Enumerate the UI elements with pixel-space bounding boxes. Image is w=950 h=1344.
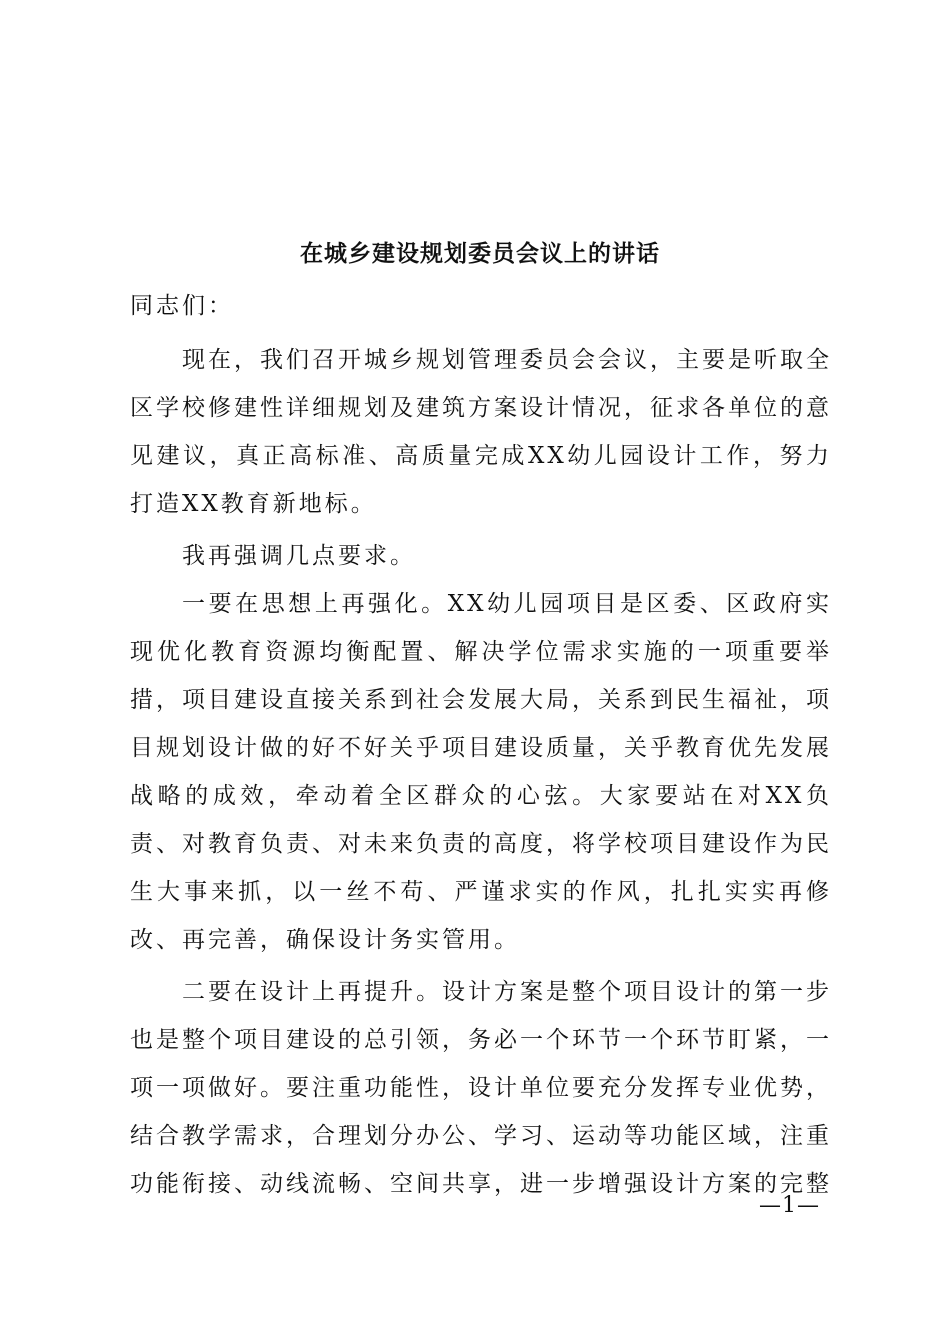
paragraph-1: 现在，我们召开城乡规划管理委员会会议，主要是听取全区学校修建性详细规划及建筑方案设计情况，征求各单位的意见建议，真正高标准、高质量完成XX幼儿园设计工作，努力打造XX教育新地标。	[130, 347, 832, 517]
document-title: 在城乡建设规划委员会议上的讲话	[300, 240, 660, 267]
page-number: —1—	[759, 1193, 820, 1218]
greeting-line: 同志们：	[130, 293, 234, 319]
paragraph-4: 二要在设计上再提升。设计方案是整个项目设计的第一步也是整个项目建设的总引领，务必一个环节一个环节盯紧，一项一项做好。要注重功能性，设计单位要充分发挥专业优势，结合教学需求，合理划分办公、学习、运动等功能区域，注重功能衔接、动线流畅、空间共享，进一步增强设计方案的完整	[130, 979, 832, 1197]
paragraph-3: 一要在思想上再强化。XX幼儿园项目是区委、区政府实现优化教育资源均衡配置、解决学位需求实施的一项重要举措，项目建设直接关系到社会发展大局，关系到民生福祉，项目规划设计做的好不好关乎项目建设质量，关乎教育优先发展战略的成效，牵动着全区群众的心弦。大家要站在对XX负责、对教育负责、对未来负责的高度，将学校项目建设作为民生大事来抓，以一丝不苟、严谨求实的作风，扎扎实实再修改、再完善，确保设计务实管用。	[130, 591, 832, 953]
paragraph-2: 我再强调几点要求。	[182, 543, 416, 569]
document-body	[130, 282, 832, 1208]
